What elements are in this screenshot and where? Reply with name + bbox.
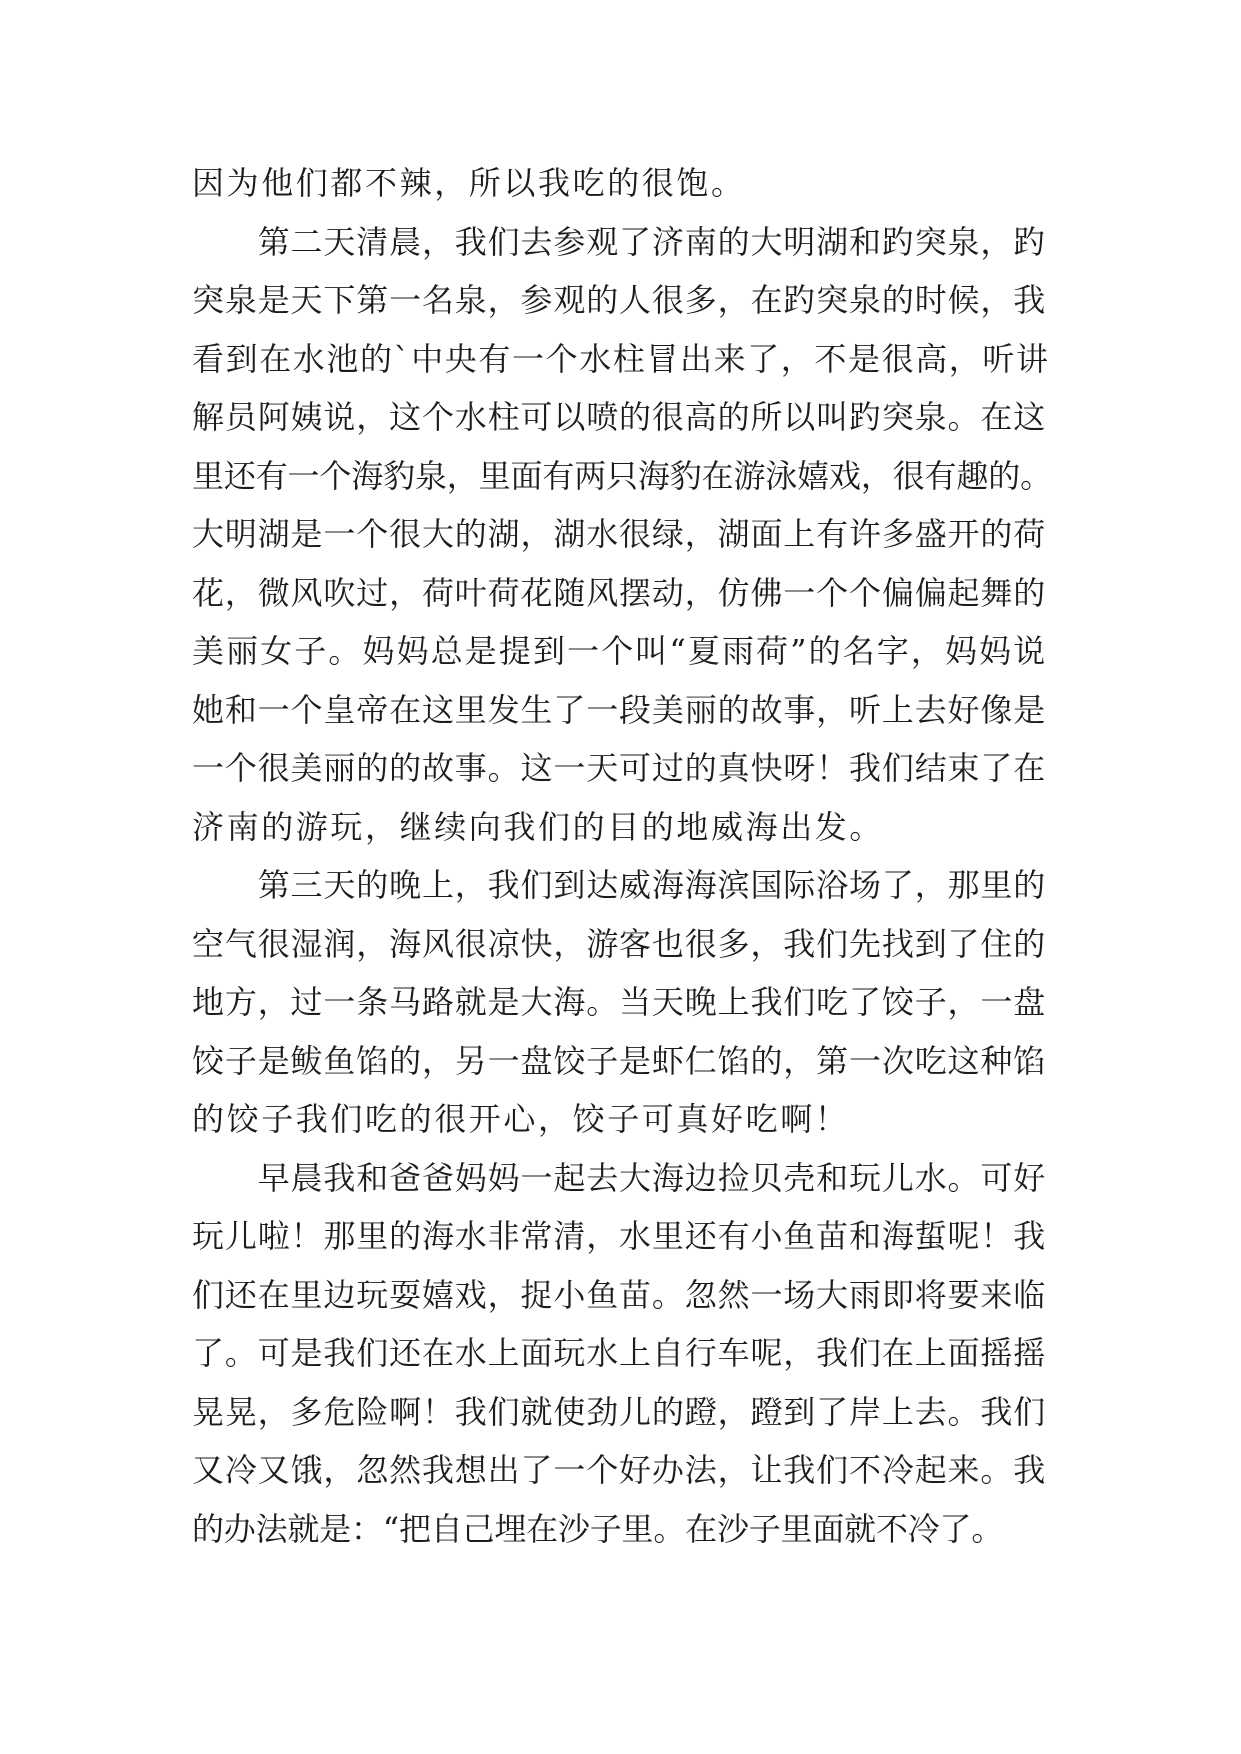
text-line: 又冷又饿，忽然我想出了一个好办法，让我们不冷起来。我 [192, 1451, 1047, 1489]
text-line: 美丽女子。妈妈总是提到一个叫“夏雨荷”的名字，妈妈说 [192, 632, 1048, 670]
text-line: 的办法就是：“把自己埋在沙子里。在沙子里面就不冷了。 [192, 1509, 1004, 1548]
text-line: 突泉是天下第一名泉，参观的人很多，在趵突泉的时候，我 [192, 281, 1047, 319]
text-line: 因为他们都不辣，所以我吃的很饱。 [192, 164, 746, 202]
text-line: 里还有一个海豹泉，里面有两只海豹在游泳嬉戏，很有趣的。 [192, 456, 1052, 495]
text-line: 玩儿啦！那里的海水非常清，水里还有小鱼苗和海蜇呢！我 [192, 1217, 1047, 1255]
text-line: 饺子是鲅鱼馅的，另一盘饺子是虾仁馅的，第一次吃这种馅 [192, 1041, 1047, 1080]
text-line: 了。可是我们还在水上面玩水上自行车呢，我们在上面摇摇 [192, 1334, 1047, 1372]
text-line: 花，微风吹过，荷叶荷花随风摆动，仿佛一个个偏偏起舞的 [192, 573, 1047, 612]
body-text [192, 154, 1052, 1558]
text-line: 大明湖是一个很大的湖，湖水很绿，湖面上有许多盛开的荷 [192, 515, 1047, 553]
text-line: 济南的游玩，继续向我们的目的地威海出发。 [192, 807, 885, 846]
text-line: 第三天的晚上，我们到达威海海滨国际浴场了，那里的 [192, 866, 1047, 904]
text-line: 的饺子我们吃的很开心，饺子可真好吃啊！ [192, 1100, 850, 1138]
text-line: 解员阿姨说，这个水柱可以喷的很高的所以叫趵突泉。在这 [192, 398, 1047, 436]
text-line: 一个很美丽的的故事。这一天可过的真快呀！我们结束了在 [192, 749, 1047, 787]
text-line: 第二天清晨，我们去参观了济南的大明湖和趵突泉，趵 [192, 222, 1047, 261]
text-line: 空气很湿润，海风很凉快，游客也很多，我们先找到了住的 [192, 924, 1047, 963]
text-line: 们还在里边玩耍嬉戏，捉小鱼苗。忽然一场大雨即将要来临 [192, 1275, 1047, 1314]
text-line: 她和一个皇帝在这里发生了一段美丽的故事，听上去好像是 [192, 690, 1047, 729]
text-line: 看到在水池的`中央有一个水柱冒出来了，不是很高，听讲 [192, 339, 1050, 378]
text-line: 晃晃，多危险啊！我们就使劲儿的蹬，蹬到了岸上去。我们 [192, 1392, 1047, 1431]
text-line: 地方，过一条马路就是大海。当天晚上我们吃了饺子，一盘 [192, 983, 1047, 1021]
text-line: 早晨我和爸爸妈妈一起去大海边捡贝壳和玩儿水。可好 [192, 1158, 1047, 1197]
